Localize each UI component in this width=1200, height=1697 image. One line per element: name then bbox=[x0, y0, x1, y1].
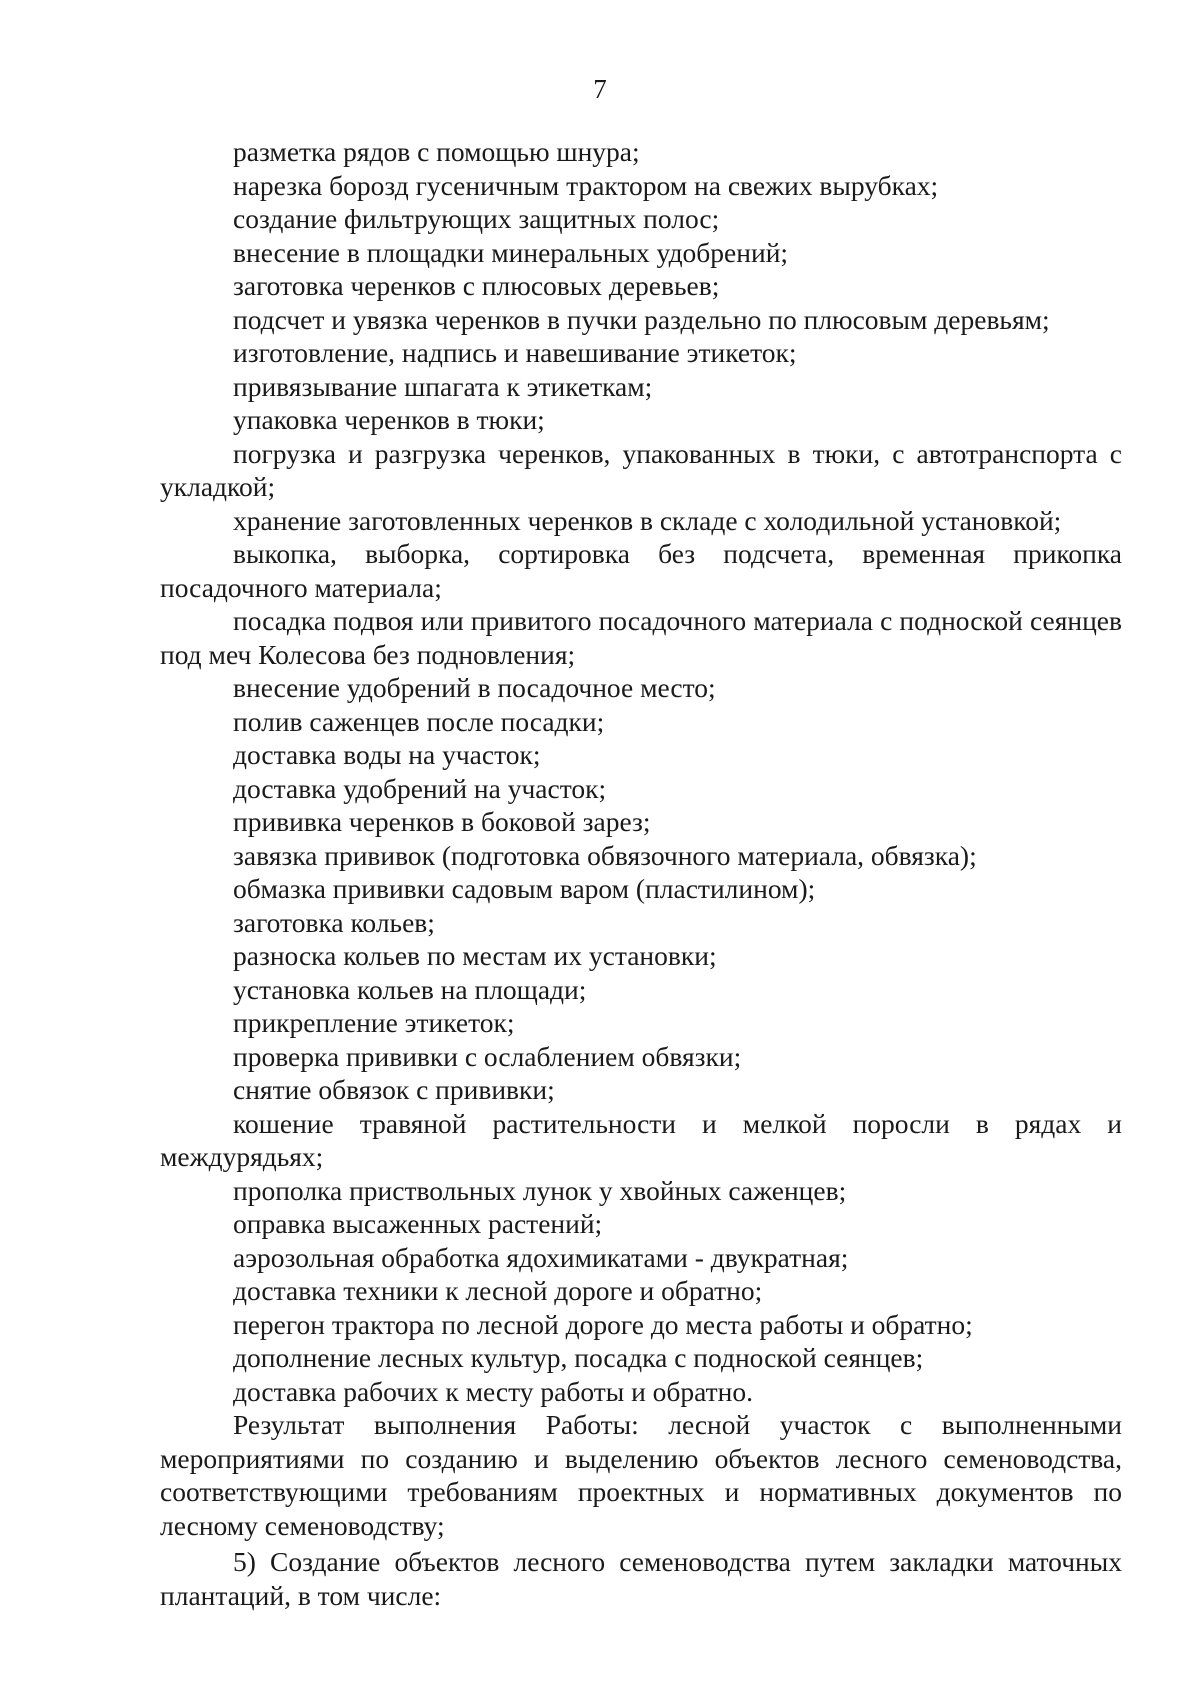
paragraph: завязка прививок (подготовка обвязочного материала, обвязка); bbox=[233, 839, 977, 871]
section-heading-paragraph: 5) Создание объектов лесного семеноводства путем закладки маточных плантаций, в том числе: bbox=[160, 1546, 1122, 1611]
paragraph: погрузка и разгрузка черенков, упакованных в тюки, с автотранспорта с укладкой; bbox=[160, 437, 1122, 502]
paragraph: перегон трактора по лесной дороге до места работы и обратно; bbox=[233, 1308, 973, 1340]
paragraph: прополка приствольных лунок у хвойных саженцев; bbox=[233, 1174, 847, 1206]
paragraph: внесение удобрений в посадочное место; bbox=[233, 672, 716, 703]
page-number: 7 bbox=[593, 74, 607, 104]
paragraph: установка кольев на площади; bbox=[233, 973, 587, 1005]
result-paragraph: Результат выполнения Работы: лесной участок с выполненными мероприятиями по созданию и выделению объектов лесного семеноводства, соответствующими требованиям проектных и нормативных документов по лесному семеноводству; bbox=[160, 1409, 1122, 1541]
paragraph: доставка удобрений на участок; bbox=[233, 772, 607, 804]
paragraph: доставка воды на участок; bbox=[233, 739, 541, 770]
paragraph: привязывание шпагата к этикеткам; bbox=[233, 370, 653, 402]
paragraph: оправка высаженных растений; bbox=[233, 1208, 603, 1239]
paragraph: выкопка, выборка, сортировка без подсчета, временная прикопка посадочного материала; bbox=[160, 538, 1122, 603]
paragraph: посадка подвоя или привитого посадочного материала с подноской сеянцев под меч Колесова без подновления; bbox=[160, 605, 1122, 670]
paragraph: изготовление, надпись и навешивание этикеток; bbox=[233, 337, 797, 368]
paragraph: кошение травяной растительности и мелкой поросли в рядах и междурядьях; bbox=[160, 1107, 1122, 1172]
paragraph: создание фильтрующих защитных полос; bbox=[233, 203, 720, 234]
paragraph: прикрепление этикеток; bbox=[233, 1007, 515, 1038]
paragraph: внесение в площадки минеральных удобрений; bbox=[233, 236, 789, 268]
paragraph: хранение заготовленных черенков в складе с холодильной установкой; bbox=[233, 504, 1062, 536]
paragraph: доставка рабочих к месту работы и обратно. bbox=[233, 1375, 754, 1407]
paragraph: заготовка черенков с плюсовых деревьев; bbox=[233, 270, 720, 301]
paragraph: подсчет и увязка черенков в пучки раздельно по плюсовым деревьям; bbox=[233, 303, 1050, 335]
body-text bbox=[160, 135, 1122, 1612]
paragraph: доставка техники к лесной дороге и обратно; bbox=[233, 1275, 763, 1306]
paragraph: заготовка кольев; bbox=[233, 906, 435, 938]
paragraph: проверка прививки с ослаблением обвязки; bbox=[233, 1040, 742, 1072]
paragraph: снятие обвязок с прививки; bbox=[233, 1074, 555, 1105]
paragraph: дополнение лесных культур, посадка с подноской сеянцев; bbox=[233, 1342, 924, 1373]
paragraph: разметка рядов с помощью шнура; bbox=[233, 136, 640, 167]
paragraph: разноска кольев по местам их установки; bbox=[233, 940, 717, 971]
paragraph: аэрозольная обработка ядохимикатами - двукратная; bbox=[233, 1241, 849, 1273]
paragraph: упаковка черенков в тюки; bbox=[233, 404, 545, 435]
paragraph: прививка черенков в боковой зарез; bbox=[233, 806, 651, 837]
paragraph: полив саженцев после посадки; bbox=[233, 705, 605, 737]
paragraph: нарезка борозд гусеничным трактором на свежих вырубках; bbox=[233, 169, 939, 201]
paragraph: обмазка прививки садовым варом (пластилином); bbox=[233, 873, 816, 904]
